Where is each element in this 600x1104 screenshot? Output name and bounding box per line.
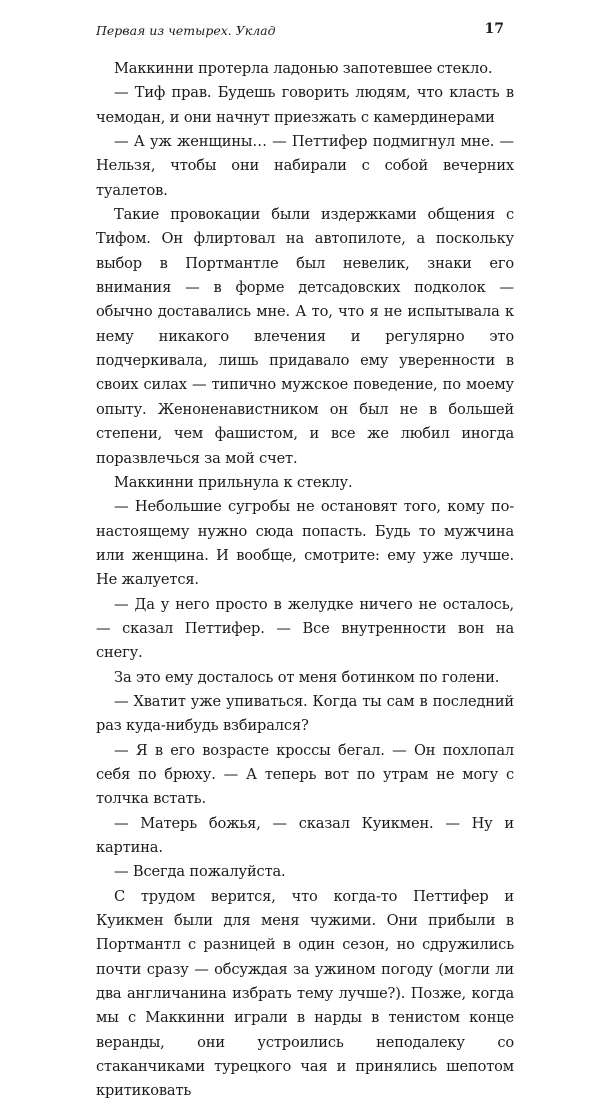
paragraph: — Матерь божья, — сказал Куикмен. — Ну и картина. [96, 814, 514, 856]
paragraph: За это ему досталось от меня ботинком по голени. [114, 668, 500, 686]
paragraph: — Тиф прав. Будешь говорить людям, что класть в чемодан, и они начнут приезжать с камердинерами [96, 84, 514, 126]
page-number: 17 [484, 21, 504, 37]
paragraph: — А уж женщины… — Петтифер подмигнул мне. — Нельзя, чтобы они набирали с собой вечерних туалетов. [96, 133, 514, 199]
paragraph: Маккинни протерла ладонью запотевшее стекло. [114, 60, 493, 77]
paragraph: — Всегда пожалуйста. [114, 863, 286, 881]
paragraph: Такие провокации были издержками общения с Тифом. Он флиртовал на автопилоте, а поскольку выбор в Портмантле был невелик, знаки его внимания — в форме детсадовских подколок — обычно доставались мне. А то, что я не испытывала к нему никакого влечения и регулярно это подчеркивала, лишь придавало ему уверенности в своих силах — типично мужское поведение, по моему опыту. Женоненавистником он был не в большей степени, чем фашистом, и все же любил иногда поразвлечься за мой счет. [96, 206, 514, 467]
running-title: Первая из четырех. Уклад [96, 23, 276, 38]
paragraph: — Я в его возрасте кроссы бегал. — Он похлопал себя по брюху. — А теперь вот по утрам не могу с толчка встать. [96, 741, 514, 808]
body-text [96, 57, 514, 1104]
paragraph: — Да у него просто в желудке ничего не осталось, — сказал Петтифер. — Все внутренности вон на снегу. [96, 595, 514, 662]
paragraph: Маккинни прильнула к стеклу. [114, 473, 353, 491]
paragraph: — Небольшие сугробы не остановят того, кому по-настоящему нужно сюда попасть. Будь то мужчина или женщина. И вообще, смотрите: ему уже лучше. Не жалуется. [96, 498, 514, 589]
paragraph: С трудом верится, что когда-то Петтифер и Куикмен были для меня чужими. Они прибыли в Портмантл с разницей в один сезон, но сдружились почти сразу — обсуждая за ужином погоду (могли ли два англичанина избрать тему лучше?). Позже, когда мы с Маккинни играли в нарды в тенистом конце веранды, они устроились неподалеку со стаканчиками турецкого чая и принялись шепотом критиковать [96, 887, 514, 1100]
paragraph: — Хватит уже упиваться. Когда ты сам в последний раз куда-нибудь взбирался? [96, 692, 514, 735]
